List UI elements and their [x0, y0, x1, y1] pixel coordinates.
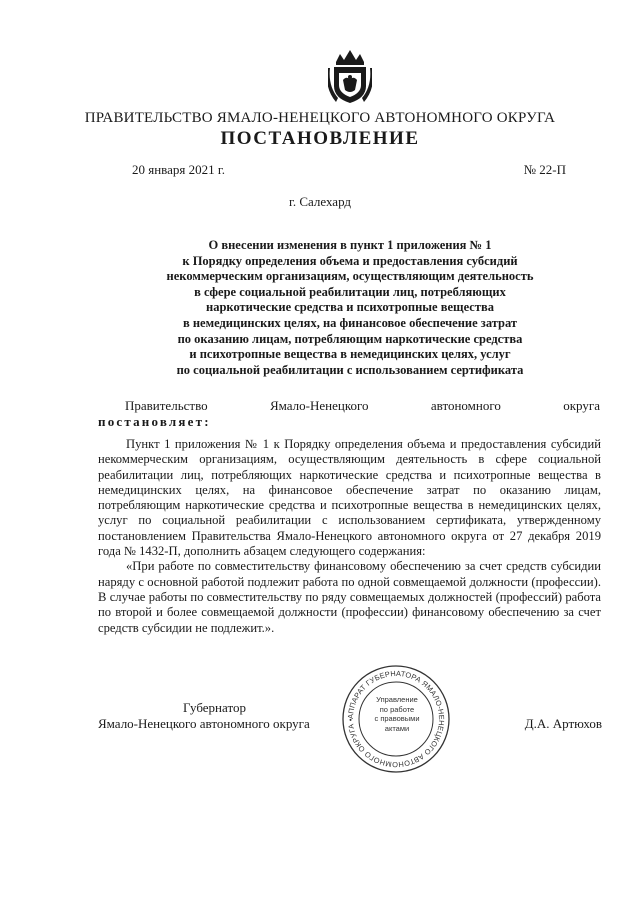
- coat-of-arms-emblem: [328, 48, 372, 106]
- official-stamp: [340, 663, 452, 775]
- stamp-inner-line: по работе: [379, 704, 415, 714]
- subject-line: некоммерческим организациям, осуществляющим деятельность: [166, 269, 534, 284]
- subject-line: О внесении изменения в пункт 1 приложения № 1: [208, 238, 492, 252]
- subject-line: и психотропные вещества в немедицинских целях, услуг: [189, 347, 511, 362]
- signatory-post: Губернатор: [183, 700, 246, 715]
- intro-word: Правительство: [125, 398, 208, 413]
- subject-line: к Порядку определения объема и предоставления субсидий: [182, 253, 518, 268]
- decree-word: постановляет:: [98, 414, 211, 429]
- body-paragraph: Пункт 1 приложения № 1 к Порядку определения объема и предоставления субсидий некоммерческим организациям, осуществляющим деятельность в сфере социальной реабилитации лиц, потребляющих наркотические средства и психотропные вещества в немедицинских целях, на финансовое обеспечение затрат по оказанию лицам, потребляющим наркотические средства и психотропные вещества в немедицинских целях, услуг по социальной реабилитации с использованием сертификата, утвержденному постановлением Правительства Ямало-Ненецкого автономного округа от 27 декабря 2019 года № 1432-П, дополнить абзацем следующего содержания:: [98, 437, 601, 559]
- stamp-inner-line: актами: [384, 723, 410, 733]
- document-number: № 22-П: [523, 162, 566, 177]
- document-subject: [100, 238, 600, 378]
- subject-line: в немедицинских целях, на финансовое обеспечение затрат: [182, 315, 518, 330]
- stamp-inner-text: [374, 695, 420, 733]
- intro-line: [125, 398, 600, 414]
- document-city: г. Салехард: [288, 194, 352, 209]
- stamp-ring-text: АППАРАТ ГУБЕРНАТОРА ЯМАЛО-НЕНЕЦКОГО АВТОНОМНОГО ОКРУГА •: [345, 668, 447, 770]
- intro-word: автономного: [430, 398, 501, 413]
- signatory-name: Д.А. Артюхов: [524, 716, 602, 731]
- stamp-inner-line: с правовыми: [374, 714, 420, 723]
- subject-line: в сфере социальной реабилитации лиц, потребляющих: [194, 284, 506, 299]
- document-date: 20 января 2021 г.: [132, 162, 226, 177]
- document-body: [98, 437, 601, 636]
- body-paragraph: «При работе по совместительству финансовому обеспечению за счет средств субсидии наряду с основной работой подлежит работа по одной совмещаемой должности (профессии). В случае работы по совместительству по ряду совмещаемых должностей (профессий) работа по второй и более совмещаемой должности (профессии) финансовому обеспечению за счет средств субсидии не подлежит.».: [98, 559, 601, 635]
- subject-line: по оказанию лицам, потребляющим наркотические средства: [177, 331, 523, 346]
- stamp-inner-line: Управление: [376, 695, 418, 704]
- subject-line: наркотические средства и психотропные вещества: [206, 300, 494, 315]
- intro-word: округа: [563, 398, 600, 413]
- government-title: ПРАВИТЕЛЬСТВО ЯМАЛО-НЕНЕЦКОГО АВТОНОМНОГО ОКРУГА: [84, 110, 556, 126]
- subject-line: по социальной реабилитации с использованием сертификата: [176, 362, 524, 377]
- intro-word: Ямало-Ненецкого: [269, 398, 369, 413]
- document-type-title: ПОСТАНОВЛЕНИЕ: [220, 128, 420, 149]
- signatory-post-region: Ямало-Ненецкого автономного округа: [98, 716, 310, 731]
